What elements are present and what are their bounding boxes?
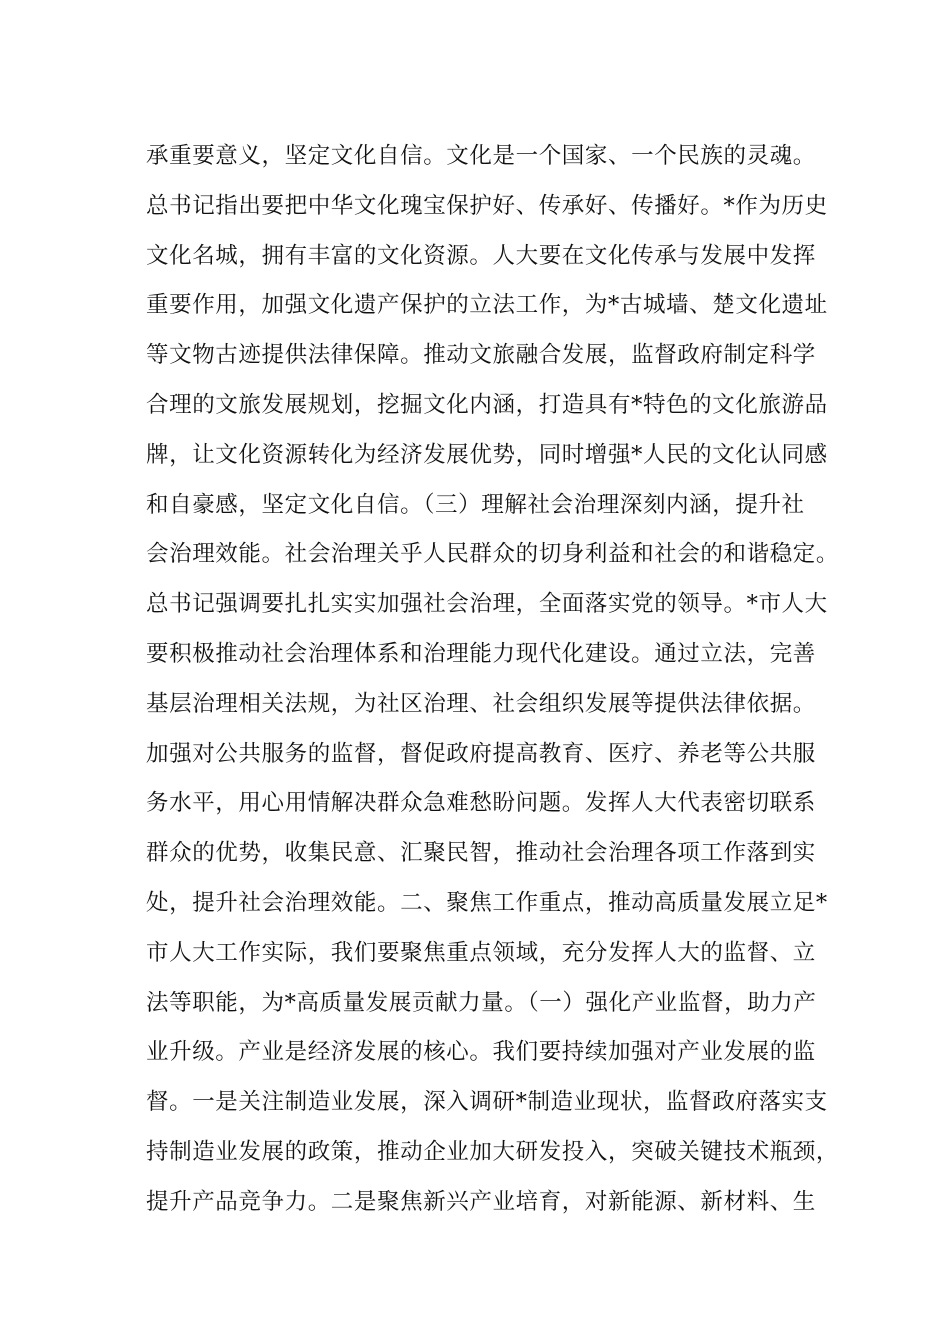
- text-line: 重要作用，加强文化遗产保护的立法工作，为*古城墙、楚文化遗址: [146, 292, 828, 319]
- text-line: 法等职能，为*高质量发展贡献力量。（一）强化产业监督，助力产: [146, 989, 817, 1016]
- text-line: 等文物古迹提供法律保障。推动文旅融合发展，监督政府制定科学: [146, 342, 816, 369]
- text-line: 牌，让文化资源转化为经济发展优势，同时增强*人民的文化认同感: [146, 441, 828, 468]
- text-line: 群众的优势，收集民意、汇聚民智，推动社会治理各项工作落到实: [146, 840, 816, 867]
- text-line: 提升产品竞争力。二是聚焦新兴产业培育，对新能源、新材料、生: [146, 1188, 816, 1215]
- text-line: 处，提升社会治理效能。二、聚焦工作重点，推动高质量发展立足*: [146, 889, 828, 916]
- text-line: 基层治理相关法规，为社区治理、社会组织发展等提供法律依据。: [146, 690, 816, 717]
- body-text: [146, 132, 840, 1228]
- text-line: 业升级。产业是经济发展的核心。我们要持续加强对产业发展的监: [146, 1039, 816, 1066]
- text-line: 合理的文旅发展规划，挖掘文化内涵，打造具有*特色的文化旅游品: [146, 391, 828, 418]
- text-line: 督。一是关注制造业发展，深入调研*制造业现状，监督政府落实支: [146, 1089, 828, 1116]
- text-line: 加强对公共服务的监督，督促政府提高教育、医疗、养老等公共服: [146, 740, 816, 767]
- text-line: 会治理效能。社会治理关乎人民群众的切身利益和社会的和谐稳定。: [146, 541, 840, 568]
- text-line: 总书记指出要把中华文化瑰宝保护好、传承好、传播好。*作为历史: [146, 192, 828, 219]
- text-line: 承重要意义，坚定文化自信。文化是一个国家、一个民族的灵魂。: [146, 143, 816, 169]
- text-line: 市人大工作实际，我们要聚焦重点领域，充分发挥人大的监督、立: [146, 939, 816, 966]
- text-line: 文化名城，拥有丰富的文化资源。人大要在文化传承与发展中发挥: [146, 242, 816, 269]
- text-line: 总书记强调要扎扎实实加强社会治理，全面落实党的领导。*市人大: [146, 591, 828, 618]
- text-line: 要积极推动社会治理体系和治理能力现代化建设。通过立法，完善: [146, 640, 816, 667]
- text-line: 持制造业发展的政策，推动企业加大研发投入，突破关键技术瓶颈，: [146, 1138, 840, 1165]
- text-line: 务水平，用心用情解决群众急难愁盼问题。发挥人大代表密切联系: [146, 790, 816, 817]
- text-line: 和自豪感，坚定文化自信。（三）理解社会治理深刻内涵，提升社: [146, 491, 805, 518]
